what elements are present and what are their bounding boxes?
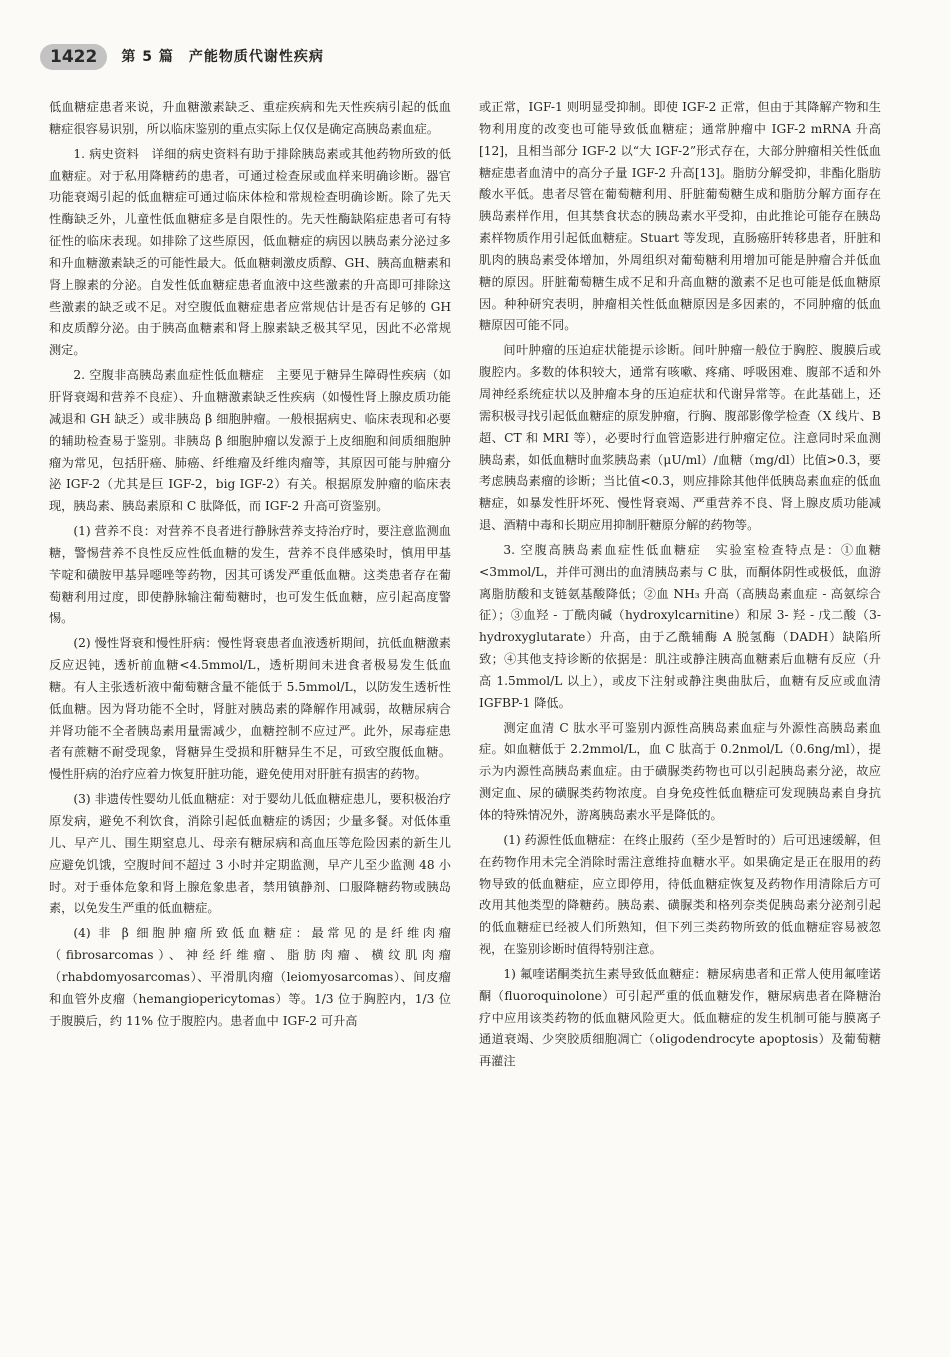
page-header	[40, 44, 324, 70]
paragraph: 或正常，IGF-1 则明显受抑制。即使 IGF-2 正常，但由于其降解产物和生物利用度的改变也可能导致低血糖症；通常肿瘤中 IGF-2 mRNA 升高[12]，且相当部分 IGF-2 以“大 IGF-2”形式存在，大部分肿瘤相关性低血糖症患者血清中的高分子量 IGF-2 升高[13]。脂肪分解受抑，非酯化脂肪酸水平低。患者尽管在葡萄糖利用、肝脏葡萄糖生成和脂肪分解方面存在胰岛素样作用，但其禁食状态的胰岛素水平受抑，由此推论可能存在胰岛素样物质作用引起低血糖症。Stuart 等发现，直肠癌肝转移患者，肝脏和肌肉的胰岛素受体增加，外周组织对葡萄糖利用增加可能是肿瘤合并低血糖的原因。肝脏葡萄糖生成不足和升高血糖的激素不足也可能是低血糖原因。种种研究表明，肿瘤相关性低血糖原因是多因素的，不同肿瘤的低血糖原因可能不同。	[479, 100, 881, 333]
paragraph: (4) 非 β 细胞肿瘤所致低血糖症：最常见的是纤维肉瘤（fibrosarcomas）、神经纤维瘤、脂肪肉瘤、横纹肌肉瘤（rhabdomyosarcomas）、平滑肌肉瘤（leiomyosarcomas）、间皮瘤和血管外皮瘤（hemangiopericytomas）等。1/3 位于胸腔内，1/3 位于腹膜后，约 11% 位于腹腔内。患者血中 IGF-2 可升高	[49, 926, 451, 1028]
paragraph: 2. 空腹非高胰岛素血症性低血糖症 主要见于糖异生障碍性疾病（如肝肾衰竭和营养不良症）、升血糖激素缺乏性疾病（如慢性肾上腺皮质功能减退和 GH 缺乏）或非胰岛 β 细胞肿瘤。一般根据病史、临床表现和必要的辅助检查易于鉴别。非胰岛 β 细胞肿瘤以发源于上皮细胞和间质细胞肿瘤为常见，包括肝癌、肺癌、纤维瘤及纤维肉瘤等，其原因可能与肿瘤分泌 IGF-2（尤其是巨 IGF-2，big IGF-2）有关。根据原发肿瘤的临床表现，胰岛素、胰岛素原和 C 肽降低，而 IGF-2 升高可资鉴别。	[49, 368, 451, 514]
paragraph: 间叶肿瘤的压迫症状能提示诊断。间叶肿瘤一般位于胸腔、腹膜后或腹腔内。多数的体积较大，通常有咳嗽、疼痛、呼吸困难、腹部不适和外周神经系统症状以及肿瘤本身的压迫症状和代谢异常等。在此基础上，还需积极寻找引起低血糖症的原发肿瘤，行胸、腹部影像学检查（X 线片、B 超、CT 和 MRI 等），必要时行血管造影进行肿瘤定位。注意同时采血测胰岛素，如低血糖时血浆胰岛素（μU/ml）/血糖（mg/dl）比值>0.3，要考虑胰岛素瘤的诊断；当比值<0.3，则应排除其他伴低胰岛素血症的低血糖症，如暴发性肝坏死、慢性肾衰竭、严重营养不良、肾上腺皮质功能减退、酒精中毒和长期应用抑制肝糖原分解的药物等。	[479, 343, 881, 533]
left-column	[49, 97, 451, 1329]
paragraph: 测定血清 C 肽水平可鉴别内源性高胰岛素血症与外源性高胰岛素血症。如血糖低于 2.2mmol/L，血 C 肽高于 0.2nmol/L（0.6ng/ml），提示为内源性高胰岛素血症。由于磺脲类药物也可以引起胰岛素分泌，故应测定血、尿的磺脲类药物浓度。自身免疫性低血糖症可发现胰岛素自身抗体的特殊情况外，游离胰岛素水平是降低的。	[479, 720, 881, 822]
paragraph: 1) 氟喹诺酮类抗生素导致低血糖症：糖尿病患者和正常人使用氟喹诺酮（fluoroquinolone）可引起严重的低血糖发作，糖尿病患者在降糖治疗中应用该类药物的低血糖风险更大。低血糖症的发生机制可能与膜离子通道衰竭、少突胶质细胞凋亡（oligodendrocyte apoptosis）及葡萄糖再灌注	[479, 966, 881, 1069]
paragraph: (1) 营养不良：对营养不良者进行静脉营养支持治疗时，要注意监测血糖，警惕营养不良性反应性低血糖的发生，营养不良伴感染时，慎用甲基苄啶和磺胺甲基异噁唑等药物，因其可诱发严重低血糖。这类患者存在葡萄糖利用过度，即使静脉输注葡萄糖时，也可发生低血糖，应引起高度警惕。	[49, 524, 451, 626]
paragraph: (1) 药源性低血糖症：在终止服药（至少是暂时的）后可迅速缓解，但在药物作用未完全消除时需注意维持血糖水平。如果确定是正在服用的药物导致的低血糖症，应立即停用，待低血糖症恢复及药物作用清除后方可改用其他类型的降糖药。胰岛素、磺脲类和格列奈类促胰岛素分泌剂引起的低血糖症已经被人们所熟知，但下列三类药物所致的低血糖症容易被忽视，在鉴别诊断时值得特别注意。	[479, 832, 881, 957]
paragraph: (2) 慢性肾衰和慢性肝病：慢性肾衰患者血液透析期间，抗低血糖激素反应迟钝，透析前血糖<4.5mmol/L，透析期间未进食者极易发生低血糖。有人主张透析液中葡萄糖含量不能低于 5.5mmol/L，以防发生透析性低血糖。因为肾功能不全时，肾脏对胰岛素的降解作用减弱，故糖尿病合并肾功能不全者胰岛素用量需减少，血糖控制不应过严。此外，尿毒症患者有蔗糖不耐受现象，肾糖异生受损和肝糖异生不足，可致空腹低血糖。慢性肝病的治疗应着力恢复肝脏功能，避免使用对肝脏有损害的药物。	[49, 636, 451, 782]
chapter-title: 第 5 篇 产能物质代谢性疾病	[121, 49, 324, 65]
paragraph: (3) 非遗传性婴幼儿低血糖症：对于婴幼儿低血糖症患儿，要积极治疗原发病，避免不利饮食，消除引起低血糖症的诱因；少量多餐。对低体重儿、早产儿、围生期窒息儿、母亲有糖尿病和高血压等危险因素的新生儿应避免饥饿，空腹时间不超过 3 小时并定期监测，早产儿至少监测 48 小时。对于垂体危象和肾上腺危象患者，禁用镇静剂、口服降糖药物或胰岛素，以免发生严重的低血糖症。	[49, 792, 451, 916]
paragraph: 3. 空腹高胰岛素血症性低血糖症 实验室检查特点是：①血糖<3mmol/L，并伴可测出的血清胰岛素与 C 肽，而酮体阴性或极低，血游离脂肪酸和支链氨基酸降低；②血 NH₃ 升高（高胰岛素血症 - 高氨综合征）；③血羟 - 丁酰肉碱（hydroxylcarnitine）和尿 3- 羟 - 戊二酸（3-hydroxyglutarate）升高，由于乙酰辅酶 A 脱氢酶（DADH）缺陷所致；④其他支持诊断的依据是：肌注或静注胰高血糖素后血糖有反应（升高 1.5mmol/L 以上），或皮下注射或静注奥曲肽后，血糖有反应或血清 IGFBP-1 降低。	[479, 542, 881, 710]
page-number: 1422	[40, 44, 107, 70]
right-column	[479, 97, 881, 1277]
paragraph: 低血糖症患者来说，升血糖激素缺乏、重症疾病和先天性疾病引起的低血糖症很容易识别，所以临床鉴别的重点实际上仅仅是确定高胰岛素血症。	[49, 100, 451, 136]
paragraph: 1. 病史资料 详细的病史资料有助于排除胰岛素或其他药物所致的低血糖症。对于私用降糖药的患者，可通过检查尿或血样来明确诊断。器官功能衰竭引起的低血糖症可通过临床体检和常规检查明确诊断。除了先天性酶缺乏外，儿童性低血糖症多是自限性的。先天性酶缺陷症患者可有特征性的临床表现。如排除了这些原因，低血糖症的病因以胰岛素分泌过多和升血糖激素缺乏的可能性最大。低血糖刺激皮质醇、GH、胰高血糖素和肾上腺素的分泌。自发性低血糖症患者血液中这些激素的升高即可排除这些激素的缺乏或不足。对空腹低血糖症患者应常规估计是否有足够的 GH 和皮质醇分泌。由于胰高血糖素和肾上腺素缺乏极其罕见，因此不必常规测定。	[49, 146, 451, 358]
